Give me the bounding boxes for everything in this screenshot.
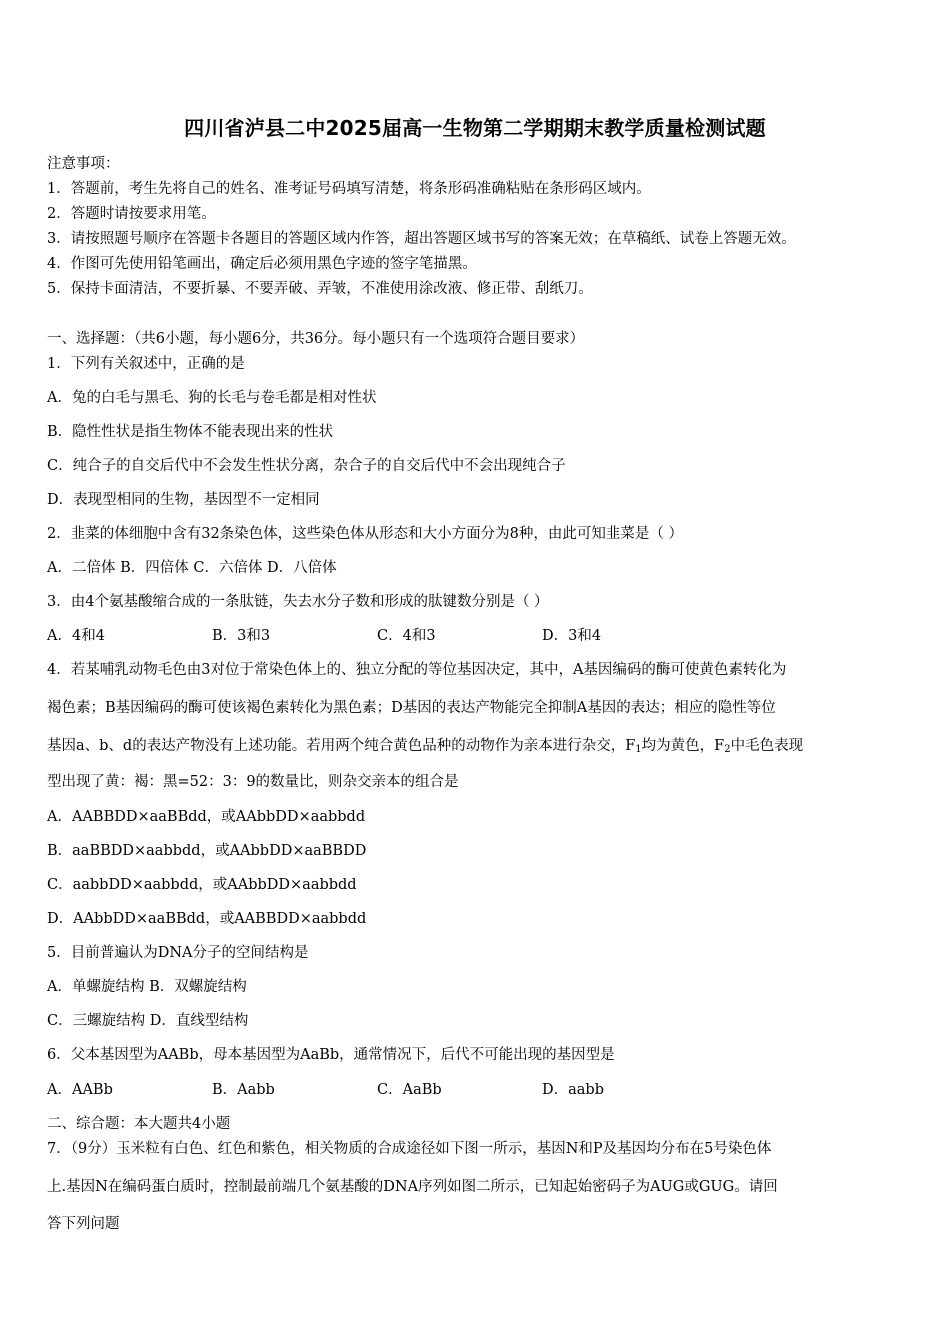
q3-option-a: A．4和4 [47,628,105,644]
q2-options: A．二倍体 B．四倍体 C．六倍体 D．八倍体 [47,560,337,576]
q4-f1-subscript: 1 [635,744,642,755]
exam-title: 四川省泸县二中2025届高一生物第二学期期末教学质量检测试题 [184,116,766,140]
q1-option-d: D．表现型相同的生物，基因型不一定相同 [47,492,320,508]
q4-option-b: B．aaBBDD×aabbdd，或AAbbDD×aaBBDD [47,843,367,859]
q4-stem-line4: 型出现了黄：褐：黑=52：3：9的数量比，则杂交亲本的组合是 [47,774,459,790]
q5-options-ab: A．单螺旋结构 B．双螺旋结构 [47,979,247,995]
q4-stem-line3 [47,734,907,755]
q4-option-a: A．AABBDD×aaBBdd，或AAbbDD×aabbdd [47,809,366,825]
q3-option-c: C．4和3 [377,628,436,644]
q1-option-a: A．兔的白毛与黑毛、狗的长毛与卷毛都是相对性状 [47,390,377,406]
q4-line3-post: 中毛色表现 [730,738,804,754]
notice-heading: 注意事项： [47,156,120,172]
q4-line3-mid: 均为黄色，F [641,738,725,754]
q5-stem: 5．目前普遍认为DNA分子的空间结构是 [47,945,309,961]
q6-stem: 6．父本基因型为AABb，母本基因型为AaBb，通常情况下，后代不可能出现的基因型是 [47,1047,615,1063]
notice-item-1: 1．答题前，考生先将自己的姓名、准考证号码填写清楚，将条形码准确粘贴在条形码区域内。 [47,181,651,197]
q4-stem-line1: 4．若某哺乳动物毛色由3对位于常染色体上的、独立分配的等位基因决定，其中，A基因编码的酶可使黄色素转化为 [47,662,787,678]
q4-line3-pre: 基因a、b、d的表达产物没有上述功能。若用两个纯合黄色品种的动物作为亲本进行杂交，F [47,738,636,754]
q4-stem-line2: 褐色素；B基因编码的酶可使该褐色素转化为黑色素；D基因的表达产物能完全抑制A基因的表达；相应的隐性等位 [47,700,776,716]
q6-option-a: A．AABb [47,1082,113,1098]
notice-item-5: 5．保持卡面清洁，不要折暴、不要弄破、弄皱，不准使用涂改液、修正带、刮纸刀。 [47,281,593,297]
q6-option-b: B．Aabb [212,1082,275,1098]
q3-option-d: D．3和4 [542,628,602,644]
q7-stem-line3: 答下列问题 [47,1216,120,1232]
notice-item-4: 4．作图可先使用铅笔画出，确定后必须用黑色字迹的签字笔描黑。 [47,256,477,272]
q5-options-cd: C．三螺旋结构 D．直线型结构 [47,1013,249,1029]
q4-option-c: C．aabbDD×aabbdd，或AAbbDD×aabbdd [47,877,357,893]
q3-option-b: B．3和3 [212,628,271,644]
notice-item-2: 2．答题时请按要求用笔。 [47,206,216,222]
q7-stem-line1: 7．（9分）玉米粒有白色、红色和紫色，相关物质的合成途径如下图一所示，基因N和P及基因均分布在5号染色体 [47,1141,772,1157]
section2-heading: 二、综合题：本大题共4小题 [47,1116,231,1132]
q4-option-d: D．AAbbDD×aaBBdd，或AABBDD×aabbdd [47,911,367,927]
q3-stem: 3．由4个氨基酸缩合成的一条肽链，失去水分子数和形成的肽键数分别是（ ） [47,594,549,610]
q6-option-c: C．AaBb [377,1082,442,1098]
section1-heading: 一、选择题：（共6小题，每小题6分，共36分。每小题只有一个选项符合题目要求） [47,331,585,347]
q7-stem-line2: 上.基因N在编码蛋白质时，控制最前端几个氨基酸的DNA序列如图二所示，已知起始密码子为AUG或GUG。请回 [47,1179,778,1195]
q1-option-b: B．隐性性状是指生物体不能表现出来的性状 [47,424,334,440]
q4-f2-subscript: 2 [724,744,731,755]
q2-stem: 2．韭菜的体细胞中含有32条染色体，这些染色体从形态和大小方面分为8种，由此可知韭菜是（ ） [47,526,684,542]
q6-option-d: D．aabb [542,1082,604,1098]
notice-item-3: 3．请按照题号顺序在答题卡各题目的答题区域内作答，超出答题区域书写的答案无效；在草稿纸、试卷上答题无效。 [47,231,796,247]
q1-stem: 1．下列有关叙述中，正确的是 [47,356,245,372]
q1-option-c: C．纯合子的自交后代中不会发生性状分离，杂合子的自交后代中不会出现纯合子 [47,458,566,474]
